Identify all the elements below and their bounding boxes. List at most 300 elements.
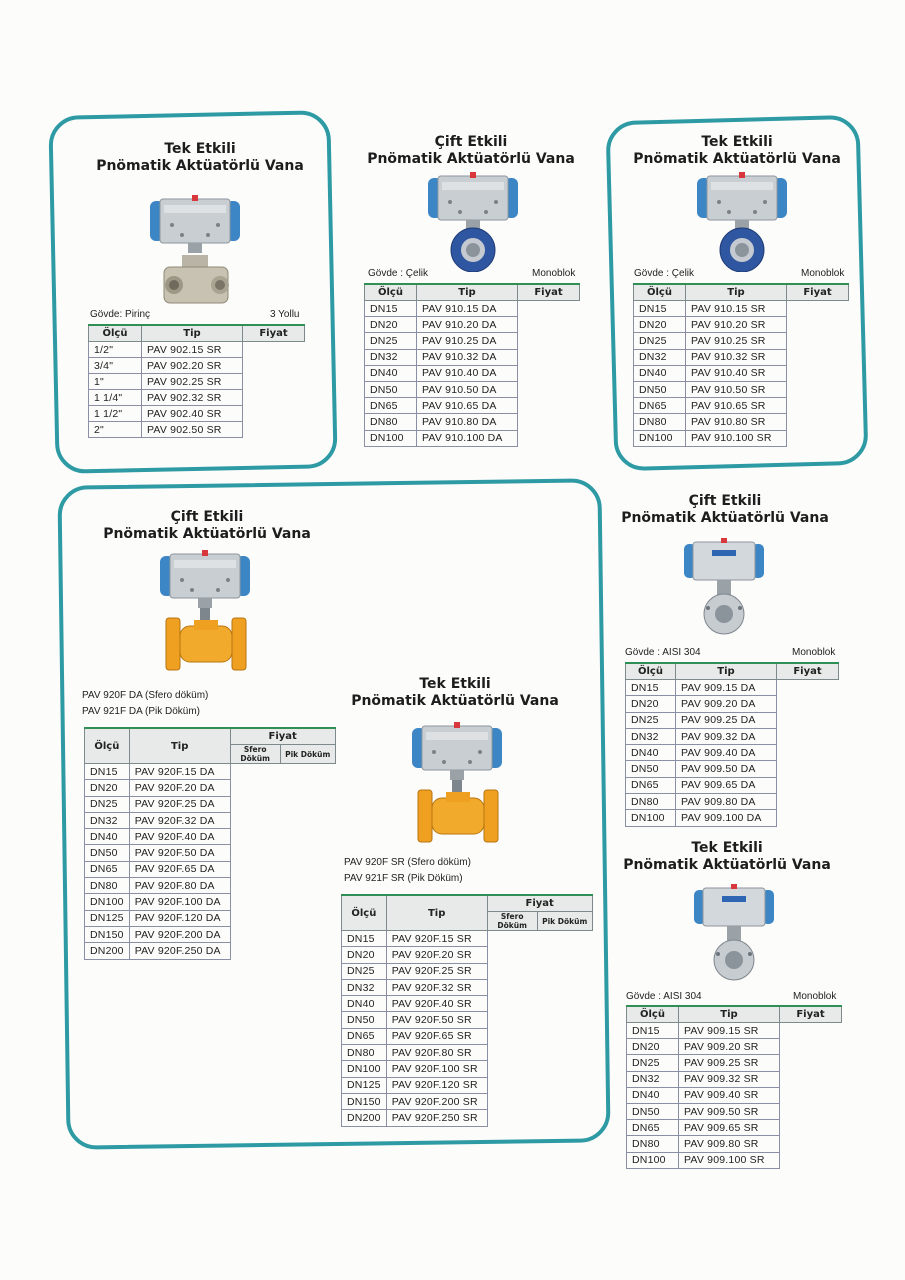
size-cell: DN32: [85, 812, 130, 828]
price-cell: [230, 764, 280, 780]
type-code-cell: PAV 909.65 SR: [679, 1120, 780, 1136]
column-header-fiyat: Fiyat: [787, 284, 849, 301]
price-cell: [487, 1045, 537, 1061]
column-header-tip: Tip: [679, 1006, 780, 1023]
section-3-type-label: Monoblok: [801, 268, 845, 279]
column-subheader-sfero: Sfero Döküm: [230, 745, 280, 764]
size-cell: DN32: [342, 979, 387, 995]
size-cell: DN50: [342, 1012, 387, 1028]
type-code-cell: PAV 909.25 DA: [676, 712, 777, 728]
column-subheader-pik: Pik Döküm: [537, 912, 592, 931]
column-header-olcu: Ölçü: [627, 1006, 679, 1023]
type-code-cell: PAV 920F.250 DA: [129, 943, 230, 959]
title-line-2: Pnömatik Aktüatörlü Vana: [96, 158, 304, 174]
size-cell: DN20: [365, 317, 417, 333]
column-header-olcu: Ölçü: [634, 284, 686, 301]
price-cell: [777, 680, 839, 696]
table-row: [634, 398, 849, 414]
section-2-table: [364, 283, 580, 447]
title-line-1: Tek Etkili: [691, 840, 763, 856]
table-row: [627, 1152, 842, 1168]
column-header-fiyat: Fiyat: [243, 325, 305, 342]
size-cell: DN65: [626, 777, 676, 793]
price-cell: [280, 910, 335, 926]
section-5-note-1: PAV 920F SR (Sfero döküm): [344, 857, 471, 868]
price-cell: [787, 365, 849, 381]
price-cell: [787, 317, 849, 333]
type-code-cell: PAV 902.40 SR: [142, 406, 243, 422]
price-cell: [518, 301, 580, 317]
type-code-cell: PAV 902.15 SR: [142, 342, 243, 358]
column-header-olcu: Ölçü: [626, 663, 676, 680]
size-cell: DN50: [85, 845, 130, 861]
column-header-tip: Tip: [129, 728, 230, 764]
type-code-cell: PAV 920F.65 SR: [386, 1028, 487, 1044]
size-cell: DN80: [626, 794, 676, 810]
type-code-cell: PAV 920F.250 SR: [386, 1110, 487, 1126]
title-line-2: Pnömatik Aktüatörlü Vana: [621, 510, 829, 526]
size-cell: 1 1/2": [89, 406, 142, 422]
type-code-cell: PAV 909.50 SR: [679, 1103, 780, 1119]
section-7-type-label: Monoblok: [793, 991, 837, 1002]
section-6-table: [625, 662, 839, 827]
table-row: [85, 780, 336, 796]
section-7-body-label: Gövde : AISI 304: [626, 991, 702, 1002]
size-cell: 1 1/4": [89, 390, 142, 406]
type-code-cell: PAV 902.25 SR: [142, 374, 243, 390]
type-code-cell: PAV 910.80 SR: [686, 414, 787, 430]
table-row: [626, 794, 839, 810]
table-row: [89, 374, 305, 390]
price-cell: [487, 963, 537, 979]
size-cell: DN125: [85, 910, 130, 926]
size-cell: DN150: [85, 926, 130, 942]
size-cell: DN50: [626, 761, 676, 777]
type-code-cell: PAV 910.100 SR: [686, 430, 787, 446]
price-cell: [537, 931, 592, 947]
table-row: [627, 1023, 842, 1039]
table-row: [627, 1087, 842, 1103]
column-header-fiyat: Fiyat: [230, 728, 335, 745]
type-code-cell: PAV 909.100 DA: [676, 810, 777, 826]
table-row: [342, 1061, 593, 1077]
table-row: [365, 365, 580, 381]
table-row: [85, 829, 336, 845]
price-cell: [787, 381, 849, 397]
type-code-cell: PAV 920F.25 DA: [129, 796, 230, 812]
column-subheader-pik: Pik Döküm: [280, 745, 335, 764]
section-1-table: [88, 324, 305, 438]
table-row: [85, 926, 336, 942]
price-cell: [230, 910, 280, 926]
table-row: [634, 381, 849, 397]
table-row: [626, 728, 839, 744]
price-cell: [787, 333, 849, 349]
table-row: [627, 1039, 842, 1055]
section-4-note-1: PAV 920F DA (Sfero döküm): [82, 690, 209, 701]
price-cell: [518, 381, 580, 397]
table-row: [85, 812, 336, 828]
three-way-brass-valve-icon: [150, 195, 245, 310]
price-cell: [243, 374, 305, 390]
type-code-cell: PAV 920F.120 SR: [386, 1077, 487, 1093]
column-header-olcu: Ölçü: [85, 728, 130, 764]
table-row: [342, 1093, 593, 1109]
size-cell: DN32: [626, 728, 676, 744]
price-cell: [280, 812, 335, 828]
type-code-cell: PAV 909.40 DA: [676, 745, 777, 761]
type-code-cell: PAV 910.25 SR: [686, 333, 787, 349]
size-cell: 1/2": [89, 342, 142, 358]
type-code-cell: PAV 909.20 SR: [679, 1039, 780, 1055]
price-cell: [518, 333, 580, 349]
price-cell: [280, 878, 335, 894]
size-cell: DN40: [634, 365, 686, 381]
column-header-tip: Tip: [686, 284, 787, 301]
type-code-cell: PAV 910.50 DA: [417, 381, 518, 397]
price-cell: [230, 926, 280, 942]
price-cell: [280, 845, 335, 861]
type-code-cell: PAV 920F.20 DA: [129, 780, 230, 796]
size-cell: DN25: [85, 796, 130, 812]
section-1-type-label: 3 Yollu: [270, 309, 300, 320]
table-row: [626, 761, 839, 777]
section-3-table: [633, 283, 849, 447]
price-cell: [487, 931, 537, 947]
section-4-table: [84, 727, 336, 960]
price-cell: [787, 301, 849, 317]
type-code-cell: PAV 920F.50 SR: [386, 1012, 487, 1028]
table-row: [626, 745, 839, 761]
table-row: [365, 301, 580, 317]
size-cell: 2": [89, 422, 142, 438]
table-row: [365, 349, 580, 365]
price-cell: [280, 926, 335, 942]
table-row: [342, 963, 593, 979]
size-cell: DN40: [365, 365, 417, 381]
size-cell: DN100: [626, 810, 676, 826]
price-cell: [780, 1071, 842, 1087]
table-row: [627, 1055, 842, 1071]
table-row: [85, 845, 336, 861]
stainless-wafer-valve-icon: [694, 884, 774, 984]
type-code-cell: PAV 910.80 DA: [417, 414, 518, 430]
table-row: [342, 1077, 593, 1093]
table-row: [89, 422, 305, 438]
type-code-cell: PAV 910.65 SR: [686, 398, 787, 414]
table-row: [342, 1045, 593, 1061]
type-code-cell: PAV 910.15 DA: [417, 301, 518, 317]
price-cell: [487, 979, 537, 995]
type-code-cell: PAV 920F.100 DA: [129, 894, 230, 910]
monoblock-steel-valve-icon: [428, 172, 523, 272]
type-code-cell: PAV 910.20 SR: [686, 317, 787, 333]
table-row: [85, 894, 336, 910]
size-cell: DN20: [634, 317, 686, 333]
table-row: [634, 365, 849, 381]
section-4-note-2: PAV 921F DA (Pik Döküm): [82, 706, 200, 717]
price-cell: [518, 365, 580, 381]
price-cell: [487, 1110, 537, 1126]
type-code-cell: PAV 920F.15 DA: [129, 764, 230, 780]
price-cell: [243, 390, 305, 406]
price-cell: [280, 829, 335, 845]
type-code-cell: PAV 920F.80 DA: [129, 878, 230, 894]
size-cell: DN15: [626, 680, 676, 696]
table-row: [626, 712, 839, 728]
section-7-title: [612, 840, 842, 874]
price-cell: [243, 406, 305, 422]
section-2-title: [356, 134, 586, 168]
title-line-2: Pnömatik Aktüatörlü Vana: [367, 151, 575, 167]
title-line-1: Çift Etkili: [170, 509, 244, 525]
price-cell: [777, 761, 839, 777]
size-cell: DN25: [626, 712, 676, 728]
price-cell: [787, 398, 849, 414]
table-row: [89, 406, 305, 422]
size-cell: DN125: [342, 1077, 387, 1093]
price-cell: [230, 861, 280, 877]
section-3-body-label: Gövde : Çelik: [634, 268, 695, 279]
price-cell: [280, 894, 335, 910]
price-cell: [780, 1087, 842, 1103]
table-row: [342, 1012, 593, 1028]
size-cell: DN65: [85, 861, 130, 877]
price-cell: [280, 796, 335, 812]
table-row: [626, 810, 839, 826]
price-cell: [487, 1028, 537, 1044]
size-cell: DN80: [634, 414, 686, 430]
size-cell: DN80: [342, 1045, 387, 1061]
table-row: [342, 1110, 593, 1126]
size-cell: DN20: [626, 696, 676, 712]
price-cell: [777, 728, 839, 744]
type-code-cell: PAV 909.15 DA: [676, 680, 777, 696]
size-cell: DN25: [627, 1055, 679, 1071]
price-cell: [537, 1045, 592, 1061]
price-cell: [487, 1077, 537, 1093]
table-row: [85, 764, 336, 780]
size-cell: DN15: [365, 301, 417, 317]
price-cell: [787, 430, 849, 446]
price-cell: [280, 861, 335, 877]
price-cell: [243, 422, 305, 438]
price-cell: [243, 358, 305, 374]
price-cell: [780, 1103, 842, 1119]
size-cell: DN25: [342, 963, 387, 979]
table-row: [85, 910, 336, 926]
price-cell: [487, 1093, 537, 1109]
price-cell: [230, 894, 280, 910]
price-cell: [518, 317, 580, 333]
type-code-cell: PAV 902.50 SR: [142, 422, 243, 438]
table-row: [626, 696, 839, 712]
type-code-cell: PAV 920F.100 SR: [386, 1061, 487, 1077]
type-code-cell: PAV 920F.32 SR: [386, 979, 487, 995]
price-cell: [537, 963, 592, 979]
table-row: [634, 317, 849, 333]
type-code-cell: PAV 910.32 DA: [417, 349, 518, 365]
price-cell: [487, 1061, 537, 1077]
price-cell: [487, 1012, 537, 1028]
price-cell: [777, 777, 839, 793]
type-code-cell: PAV 920F.120 DA: [129, 910, 230, 926]
size-cell: DN50: [627, 1103, 679, 1119]
column-header-olcu: Ölçü: [365, 284, 417, 301]
type-code-cell: PAV 902.20 SR: [142, 358, 243, 374]
size-cell: DN65: [627, 1120, 679, 1136]
size-cell: DN25: [365, 333, 417, 349]
size-cell: DN15: [85, 764, 130, 780]
price-cell: [787, 414, 849, 430]
flanged-valve-icon: [412, 722, 504, 848]
size-cell: DN15: [634, 301, 686, 317]
size-cell: DN50: [365, 381, 417, 397]
price-cell: [280, 943, 335, 959]
size-cell: DN40: [626, 745, 676, 761]
type-code-cell: PAV 902.32 SR: [142, 390, 243, 406]
table-row: [626, 777, 839, 793]
price-cell: [777, 745, 839, 761]
price-cell: [518, 414, 580, 430]
table-row: [634, 333, 849, 349]
type-code-cell: PAV 910.100 DA: [417, 430, 518, 446]
type-code-cell: PAV 910.40 DA: [417, 365, 518, 381]
type-code-cell: PAV 910.40 SR: [686, 365, 787, 381]
table-row: [342, 931, 593, 947]
price-cell: [487, 996, 537, 1012]
size-cell: DN100: [627, 1152, 679, 1168]
table-row: [85, 796, 336, 812]
table-row: [342, 1028, 593, 1044]
size-cell: DN20: [85, 780, 130, 796]
type-code-cell: PAV 909.40 SR: [679, 1087, 780, 1103]
title-line-1: Tek Etkili: [701, 134, 773, 150]
title-line-2: Pnömatik Aktüatörlü Vana: [103, 526, 311, 542]
table-row: [634, 301, 849, 317]
section-1-title: [80, 141, 320, 175]
type-code-cell: PAV 920F.200 DA: [129, 926, 230, 942]
table-row: [634, 430, 849, 446]
section-1-body-label: Gövde: Pirinç: [90, 309, 151, 320]
section-6-body-label: Gövde : AISI 304: [625, 647, 701, 658]
table-row: [342, 996, 593, 1012]
price-cell: [780, 1039, 842, 1055]
table-row: [365, 430, 580, 446]
title-line-1: Tek Etkili: [164, 141, 236, 157]
size-cell: DN32: [634, 349, 686, 365]
size-cell: DN200: [85, 943, 130, 959]
table-row: [634, 414, 849, 430]
section-6-title: [610, 493, 840, 527]
price-cell: [230, 943, 280, 959]
size-cell: DN80: [365, 414, 417, 430]
column-header-tip: Tip: [386, 895, 487, 931]
type-code-cell: PAV 909.100 SR: [679, 1152, 780, 1168]
table-row: [365, 414, 580, 430]
price-cell: [537, 1077, 592, 1093]
size-cell: DN100: [634, 430, 686, 446]
type-code-cell: PAV 910.32 SR: [686, 349, 787, 365]
price-cell: [537, 1028, 592, 1044]
table-row: [89, 342, 305, 358]
section-3-title: [622, 134, 852, 168]
flanged-valve-icon: [160, 550, 252, 676]
price-cell: [230, 780, 280, 796]
table-row: [365, 333, 580, 349]
type-code-cell: PAV 920F.25 SR: [386, 963, 487, 979]
monoblock-steel-valve-icon: [697, 172, 792, 272]
type-code-cell: PAV 920F.32 DA: [129, 812, 230, 828]
title-line-2: Pnömatik Aktüatörlü Vana: [351, 693, 559, 709]
column-header-tip: Tip: [676, 663, 777, 680]
size-cell: DN15: [342, 931, 387, 947]
price-cell: [777, 794, 839, 810]
type-code-cell: PAV 909.25 SR: [679, 1055, 780, 1071]
type-code-cell: PAV 920F.20 SR: [386, 947, 487, 963]
price-cell: [518, 430, 580, 446]
column-header-olcu: Ölçü: [342, 895, 387, 931]
type-code-cell: PAV 909.32 DA: [676, 728, 777, 744]
size-cell: DN80: [85, 878, 130, 894]
size-cell: DN200: [342, 1110, 387, 1126]
size-cell: DN40: [85, 829, 130, 845]
title-line-2: Pnömatik Aktüatörlü Vana: [633, 151, 841, 167]
size-cell: DN100: [365, 430, 417, 446]
column-header-fiyat: Fiyat: [487, 895, 592, 912]
price-cell: [780, 1055, 842, 1071]
section-7-table: [626, 1005, 842, 1169]
size-cell: DN32: [627, 1071, 679, 1087]
type-code-cell: PAV 910.20 DA: [417, 317, 518, 333]
price-cell: [537, 979, 592, 995]
size-cell: DN65: [634, 398, 686, 414]
title-line-2: Pnömatik Aktüatörlü Vana: [623, 857, 831, 873]
price-cell: [230, 812, 280, 828]
type-code-cell: PAV 909.50 DA: [676, 761, 777, 777]
table-row: [627, 1103, 842, 1119]
section-4-title: [92, 509, 322, 543]
table-row: [89, 390, 305, 406]
size-cell: DN40: [342, 996, 387, 1012]
table-row: [365, 381, 580, 397]
table-row: [365, 398, 580, 414]
price-cell: [280, 780, 335, 796]
table-row: [89, 358, 305, 374]
size-cell: DN65: [342, 1028, 387, 1044]
section-6-type-label: Monoblok: [792, 647, 836, 658]
size-cell: DN25: [634, 333, 686, 349]
price-cell: [777, 696, 839, 712]
type-code-cell: PAV 909.80 SR: [679, 1136, 780, 1152]
section-2-body-label: Gövde : Çelik: [368, 268, 429, 279]
type-code-cell: PAV 910.65 DA: [417, 398, 518, 414]
type-code-cell: PAV 909.15 SR: [679, 1023, 780, 1039]
title-line-1: Çift Etkili: [434, 134, 508, 150]
size-cell: DN80: [627, 1136, 679, 1152]
column-header-tip: Tip: [417, 284, 518, 301]
price-cell: [780, 1120, 842, 1136]
price-cell: [777, 810, 839, 826]
type-code-cell: PAV 920F.40 DA: [129, 829, 230, 845]
price-cell: [780, 1023, 842, 1039]
title-line-1: Çift Etkili: [688, 493, 762, 509]
size-cell: DN65: [365, 398, 417, 414]
size-cell: DN20: [627, 1039, 679, 1055]
column-header-fiyat: Fiyat: [777, 663, 839, 680]
type-code-cell: PAV 909.32 SR: [679, 1071, 780, 1087]
type-code-cell: PAV 920F.200 SR: [386, 1093, 487, 1109]
